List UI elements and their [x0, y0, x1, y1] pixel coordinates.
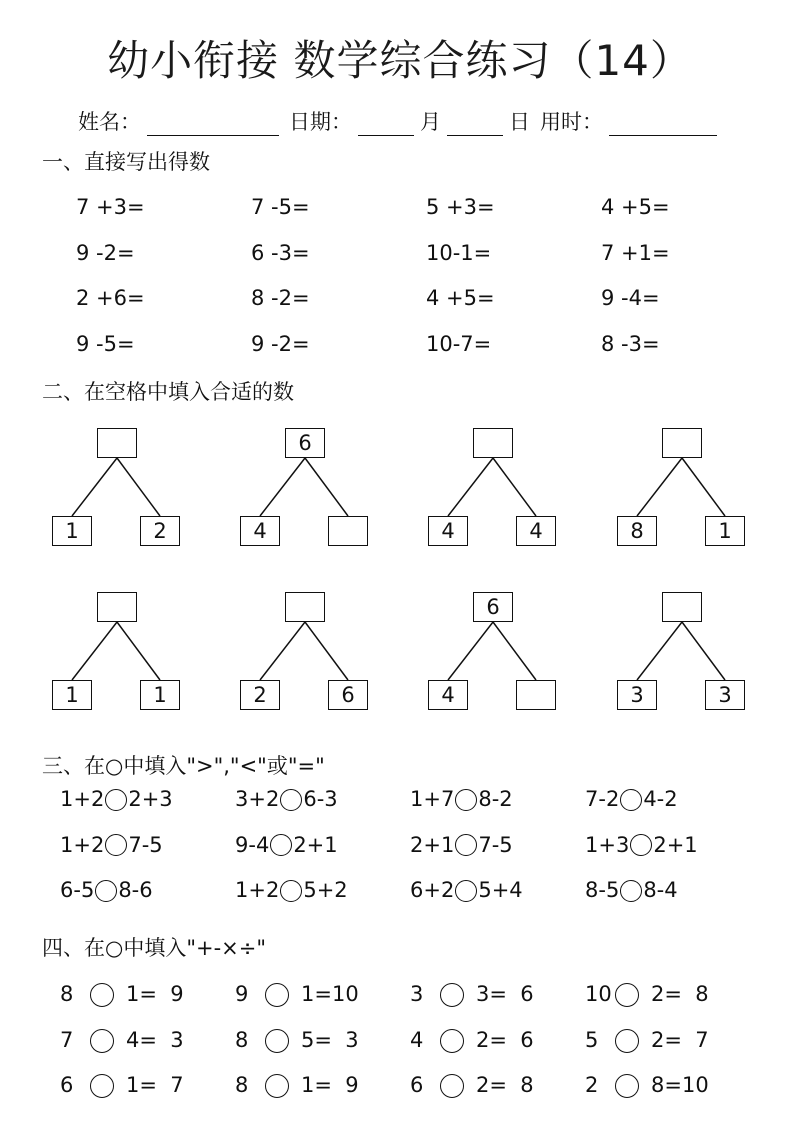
compare-circle[interactable]	[620, 880, 642, 902]
number-bond	[240, 592, 370, 710]
operator-equation: 2 8=10	[585, 1073, 709, 1097]
section4-heading: 四、在○中填入"+-×÷"	[42, 936, 267, 960]
bond-top-box[interactable]	[97, 428, 137, 458]
bond-right-box[interactable]	[516, 680, 556, 710]
number-bond	[52, 592, 182, 710]
operator-circle[interactable]	[265, 1029, 289, 1053]
section1-problems	[76, 185, 776, 367]
compare-circle[interactable]	[455, 789, 477, 811]
bond-left-box[interactable]: 4	[428, 680, 468, 710]
arith-problem[interactable]: 9 -4=	[601, 286, 660, 310]
section4-equations	[60, 972, 760, 1109]
comparison-item: 1+3 2+1	[585, 832, 698, 857]
compare-circle[interactable]	[620, 789, 642, 811]
bond-right-box[interactable]: 2	[140, 516, 180, 546]
page-title: 幼小衔接 数学综合练习（14）	[107, 36, 693, 85]
operator-circle[interactable]	[440, 983, 464, 1007]
arith-problem[interactable]: 8 -3=	[601, 331, 660, 356]
month-blank[interactable]	[358, 113, 414, 136]
name-blank[interactable]	[147, 113, 279, 136]
operator-circle[interactable]	[90, 983, 114, 1007]
arith-problem[interactable]: 7 +1=	[601, 240, 670, 265]
bond-left-box[interactable]: 3	[617, 680, 657, 710]
arith-problem[interactable]: 10-1=	[426, 240, 492, 265]
comparison-item: 9-4 2+1	[235, 832, 338, 857]
number-bond	[617, 592, 747, 710]
operator-equation: 10 2= 8	[585, 982, 709, 1006]
bond-right-box[interactable]	[328, 516, 368, 546]
bond-top-box[interactable]	[473, 428, 513, 458]
number-bond	[428, 592, 558, 710]
operator-circle[interactable]	[615, 983, 639, 1007]
operator-equation: 8 1= 9	[235, 1073, 359, 1097]
operator-equation: 9 1=10	[235, 982, 359, 1006]
bond-left-box[interactable]: 1	[52, 680, 92, 710]
time-blank[interactable]	[609, 113, 717, 136]
arith-problem[interactable]: 10-7=	[426, 331, 492, 356]
bond-right-box[interactable]: 4	[516, 516, 556, 546]
section2-heading: 二、在空格中填入合适的数	[42, 380, 294, 404]
compare-circle[interactable]	[280, 789, 302, 811]
bond-top-box[interactable]	[285, 592, 325, 622]
operator-equation: 6 1= 7	[60, 1073, 184, 1097]
compare-circle[interactable]	[95, 880, 117, 902]
bond-top-box[interactable]	[662, 592, 702, 622]
operator-equation: 8 1= 9	[60, 982, 184, 1006]
comparison-item: 1+2 7-5	[60, 832, 163, 857]
bond-left-box[interactable]: 4	[240, 516, 280, 546]
compare-circle[interactable]	[630, 834, 652, 856]
name-label: 姓名：	[78, 110, 141, 134]
bond-top-box[interactable]	[662, 428, 702, 458]
arith-problem[interactable]: 8 -2=	[251, 286, 310, 310]
arith-problem[interactable]: 6 -3=	[251, 240, 310, 265]
operator-equation: 3 3= 6	[410, 982, 534, 1006]
bond-top-box[interactable]: 6	[473, 592, 513, 622]
section3-heading: 三、在○中填入">","<"或"="	[42, 754, 325, 778]
arith-problem[interactable]: 9 -5=	[76, 331, 135, 356]
day-blank[interactable]	[447, 113, 503, 136]
time-label: 用时：	[540, 110, 603, 134]
comparison-item: 1+2 2+3	[60, 787, 173, 811]
operator-circle[interactable]	[90, 1029, 114, 1053]
operator-circle[interactable]	[615, 1074, 639, 1098]
day-label: 日	[509, 110, 530, 134]
compare-circle[interactable]	[105, 834, 127, 856]
number-bond	[617, 428, 747, 546]
arith-problem[interactable]: 5 +3=	[426, 195, 495, 219]
date-label: 日期：	[289, 110, 352, 134]
bond-left-box[interactable]: 2	[240, 680, 280, 710]
bond-left-box[interactable]: 8	[617, 516, 657, 546]
bond-right-box[interactable]: 6	[328, 680, 368, 710]
comparison-item: 1+7 8-2	[410, 787, 513, 811]
operator-equation: 6 2= 8	[410, 1073, 534, 1097]
comparison-item: 1+2 5+2	[235, 878, 348, 902]
section1-heading: 一、直接写出得数	[42, 150, 210, 174]
bond-left-box[interactable]: 1	[52, 516, 92, 546]
arith-problem[interactable]: 9 -2=	[251, 331, 310, 356]
bond-right-box[interactable]: 1	[140, 680, 180, 710]
operator-equation: 4 2= 6	[410, 1027, 534, 1052]
operator-circle[interactable]	[265, 1074, 289, 1098]
student-info-row	[78, 106, 728, 136]
operator-equation: 8 5= 3	[235, 1027, 359, 1052]
comparison-item: 8-5 8-4	[585, 878, 678, 902]
bond-right-box[interactable]: 3	[705, 680, 745, 710]
operator-circle[interactable]	[440, 1029, 464, 1053]
arith-problem[interactable]: 2 +6=	[76, 286, 145, 310]
arith-problem[interactable]: 4 +5=	[426, 286, 495, 310]
month-label: 月	[420, 110, 441, 134]
section3-comparisons	[60, 777, 760, 914]
compare-circle[interactable]	[280, 880, 302, 902]
compare-circle[interactable]	[270, 834, 292, 856]
bond-right-box[interactable]: 1	[705, 516, 745, 546]
operator-circle[interactable]	[615, 1029, 639, 1053]
comparison-item: 2+1 7-5	[410, 832, 513, 857]
arith-problem[interactable]: 9 -2=	[76, 240, 135, 265]
bond-left-box[interactable]: 4	[428, 516, 468, 546]
compare-circle[interactable]	[105, 789, 127, 811]
comparison-item: 6+2 5+4	[410, 878, 523, 902]
operator-circle[interactable]	[90, 1074, 114, 1098]
comparison-item: 7-2 4-2	[585, 787, 678, 811]
arith-problem[interactable]: 7 +3=	[76, 195, 145, 219]
operator-circle[interactable]	[440, 1074, 464, 1098]
arith-problem[interactable]: 4 +5=	[601, 195, 670, 219]
number-bond	[428, 428, 558, 546]
comparison-item: 3+2 6-3	[235, 787, 338, 811]
operator-circle[interactable]	[265, 983, 289, 1007]
compare-circle[interactable]	[455, 880, 477, 902]
bond-top-box[interactable]	[97, 592, 137, 622]
comparison-item: 6-5 8-6	[60, 878, 153, 902]
arith-problem[interactable]: 7 -5=	[251, 195, 310, 219]
bond-top-box[interactable]: 6	[285, 428, 325, 458]
operator-equation: 7 4= 3	[60, 1027, 184, 1052]
operator-equation: 5 2= 7	[585, 1027, 709, 1052]
number-bond	[240, 428, 370, 546]
number-bond	[52, 428, 182, 546]
compare-circle[interactable]	[455, 834, 477, 856]
